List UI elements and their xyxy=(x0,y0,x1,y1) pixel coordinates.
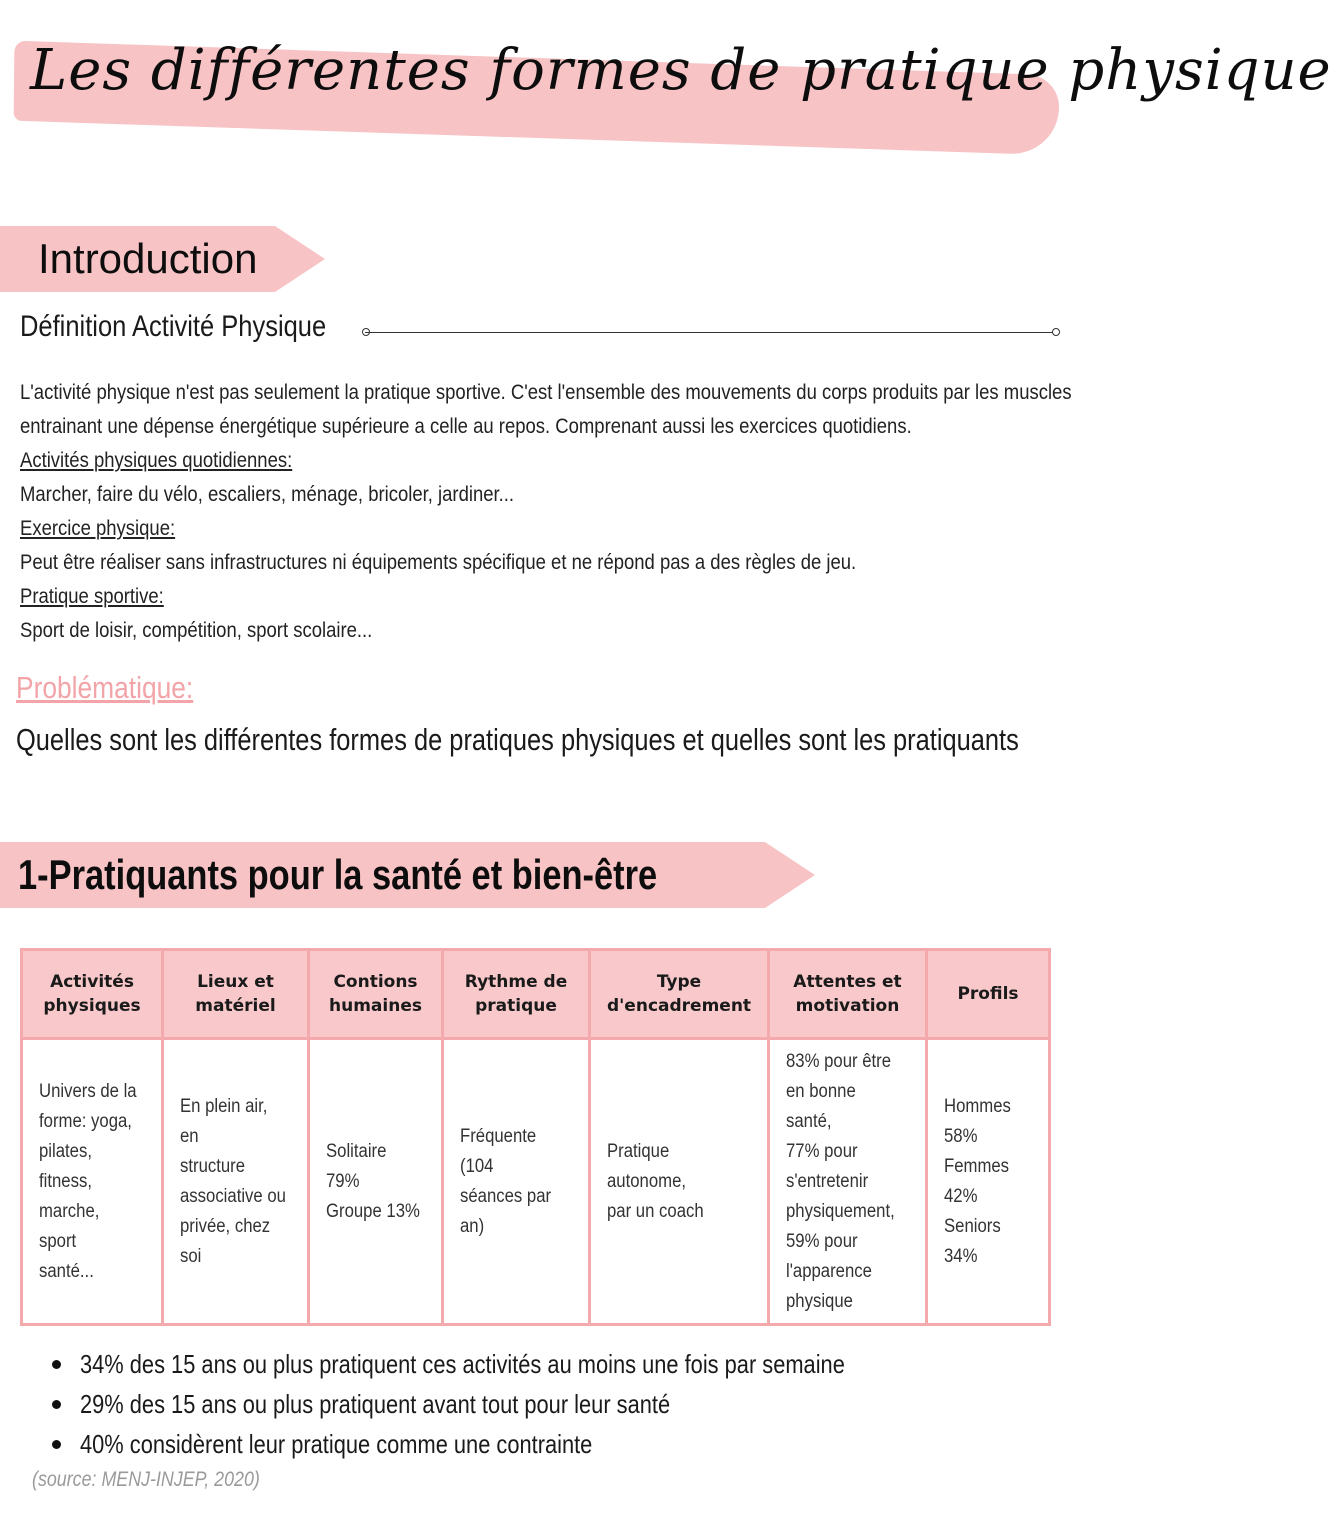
daily-label: Activités physiques quotidiennes: xyxy=(20,449,293,472)
header-profiles: Profils xyxy=(927,950,1050,1039)
intro-paragraph-2: entrainant une dépense énergétique supérieure a celle au repos. Comprenant aussi les exercices quotidiens. xyxy=(20,415,912,438)
header-conditions: Contions humaines xyxy=(309,950,443,1039)
intro-banner xyxy=(0,226,325,292)
cell-profiles: Hommes 58% Femmes 42% Seniors 34% xyxy=(927,1039,1050,1325)
source-note: (source: MENJ-INJEP, 2020) xyxy=(32,1468,260,1491)
daily-text: Marcher, faire du vélo, escaliers, ménage, bricoler, jardiner... xyxy=(20,483,515,506)
intro-paragraph-1: L'activité physique n'est pas seulement la pratique sportive. C'est l'ensemble des mouvements du corps produits par les muscles xyxy=(20,381,1072,404)
intro-body xyxy=(20,376,1072,648)
intro-heading: Introduction xyxy=(38,235,258,282)
page-title: Les différentes formes de pratique physique xyxy=(30,38,1332,103)
definition-divider xyxy=(365,332,1055,333)
exercise-label: Exercice physique: xyxy=(20,517,176,540)
sport-label: Pratique sportive: xyxy=(20,585,164,608)
cell-conditions: Solitaire 79% Groupe 13% xyxy=(309,1039,443,1325)
list-item: 29% des 15 ans ou plus pratiquent avant tout pour leur santé xyxy=(48,1384,991,1424)
list-item: 40% considèrent leur pratique comme une contrainte xyxy=(48,1424,991,1464)
cell-places: En plein air, en structure associative ou privée, chez soi xyxy=(163,1039,309,1325)
header-motivation: Attentes et motivation xyxy=(769,950,927,1039)
line-end-dot xyxy=(1052,328,1060,336)
header-supervision: Type d'encadrement xyxy=(590,950,769,1039)
cell-activities: Univers de la forme: yoga, pilates, fitness, marche, sport santé... xyxy=(22,1039,163,1325)
header-places: Lieux et matériel xyxy=(163,950,309,1039)
header-activities: Activités physiques xyxy=(22,950,163,1039)
practice-table xyxy=(20,948,1051,1326)
section1-heading: 1-Pratiquants pour la santé et bien-être xyxy=(18,851,658,898)
table-row xyxy=(22,1039,1050,1325)
sport-text: Sport de loisir, compétition, sport scolaire... xyxy=(20,619,373,642)
cell-supervision: Pratique autonome, par un coach xyxy=(590,1039,769,1325)
cell-motivation: 83% pour être en bonne santé, 77% pour s'entretenir physiquement, 59% pour l'apparence physique xyxy=(769,1039,927,1325)
definition-title: Définition Activité Physique xyxy=(20,310,327,343)
stats-list xyxy=(48,1344,991,1464)
section1-banner xyxy=(0,842,815,908)
table-header-row xyxy=(22,950,1050,1039)
list-item: 34% des 15 ans ou plus pratiquent ces activités au moins une fois par semaine xyxy=(48,1344,991,1384)
problem-label: Problématique: xyxy=(16,670,194,705)
cell-rhythm: Fréquente (104 séances par an) xyxy=(443,1039,590,1325)
exercise-text: Peut être réaliser sans infrastructures ni équipements spécifique et ne répond pas a des règles de jeu. xyxy=(20,551,857,574)
problem-text: Quelles sont les différentes formes de pratiques physiques et quelles sont les pratiquants xyxy=(16,722,1019,757)
title-area xyxy=(0,0,1332,175)
header-rhythm: Rythme de pratique xyxy=(443,950,590,1039)
